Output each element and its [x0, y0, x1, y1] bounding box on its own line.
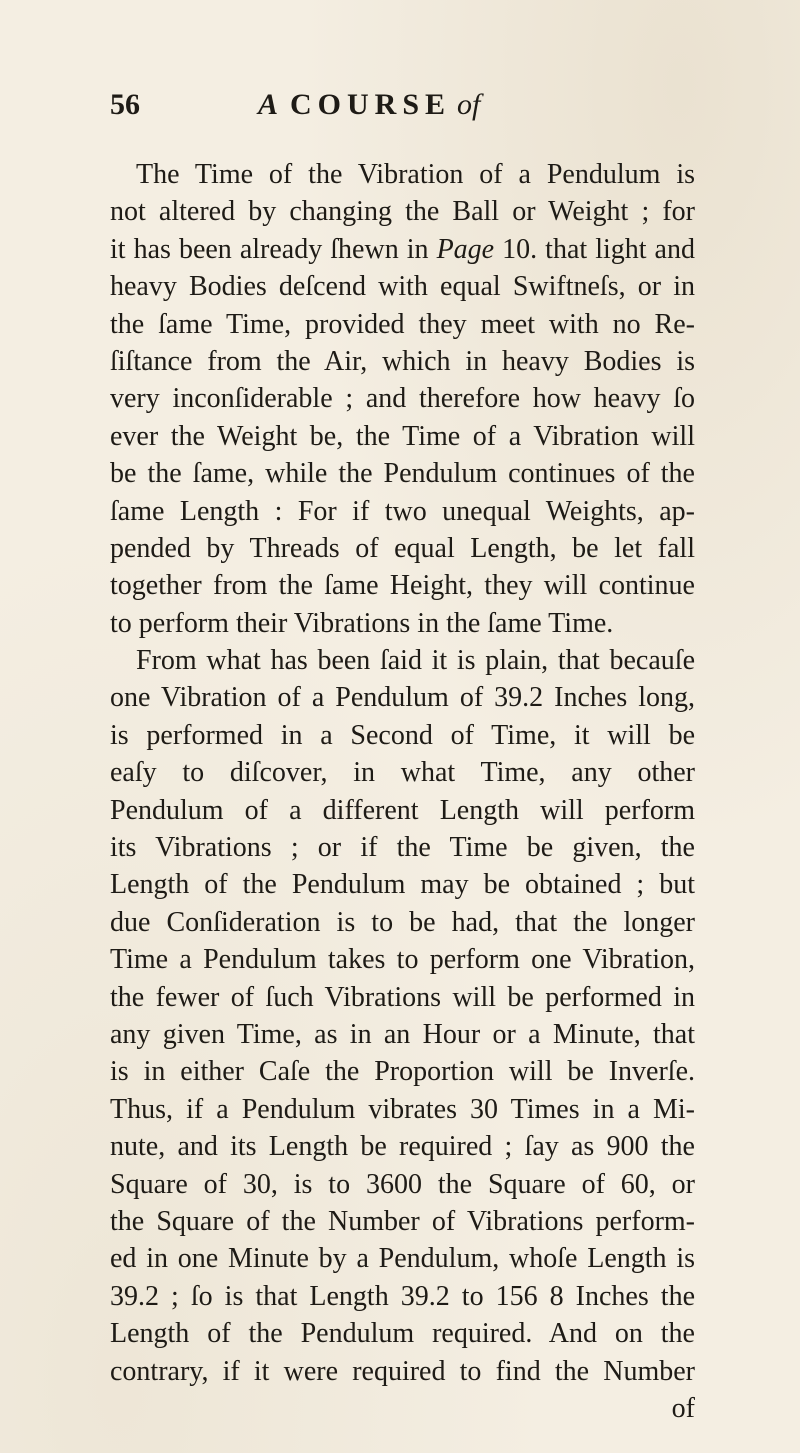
text-line: the fewer of ſuch Vibrations will be performed in: [110, 981, 695, 1013]
text-line: very inconſiderable ; and therefore how heavy ſo: [110, 383, 695, 415]
text-line: ever the Weight be, the Time of a Vibration will: [110, 420, 695, 452]
text-line: is in either Caſe the Proportion will be Inverſe.: [110, 1056, 695, 1088]
text-line: the ſame Time, provided they meet with no Re-: [110, 308, 695, 340]
text-line: any given Time, as in an Hour or a Minute, that: [110, 1018, 695, 1050]
text-line: the Square of the Number of Vibrations perform-: [110, 1205, 695, 1237]
text-line: contrary, if it were required to find the Number: [110, 1355, 695, 1387]
body-text: [110, 156, 695, 1427]
text-line: Length of the Pendulum may be obtained ; but: [110, 869, 695, 901]
text-line: The Time of the Vibration of a Pendulum is: [136, 159, 695, 190]
text-line: ed in one Minute by a Pendulum, whoſe Length is: [110, 1243, 695, 1275]
text-line: be the ſame, while the Pendulum continues of the: [110, 458, 695, 490]
text-line: [110, 231, 695, 268]
page-header: [110, 88, 670, 138]
text-line: eaſy to diſcover, in what Time, any other: [110, 757, 695, 789]
text-line: nute, and its Length be required ; ſay as 900 the: [110, 1131, 695, 1163]
running-head: [258, 88, 480, 122]
text-line: Length of the Pendulum required. And on the: [110, 1318, 695, 1350]
text-line-start: it has been already ſhewn in: [110, 233, 437, 265]
text-line: Thus, if a Pendulum vibrates 30 Times in a Mi-: [110, 1093, 695, 1125]
text-line: From what has been ſaid it is plain, that becauſe: [136, 645, 695, 677]
text-line: ſame Length : For if two unequal Weights, ap-: [110, 495, 695, 527]
text-line: together from the ſame Height, they will continue: [110, 570, 695, 602]
running-head-course: COURSE: [290, 88, 452, 121]
text-line: ſiſtance from the Air, which in heavy Bodies is: [110, 345, 695, 377]
running-head-a: A: [258, 88, 279, 121]
running-head-of: of: [457, 88, 481, 121]
text-line-end: 10. that light and: [494, 233, 695, 265]
text-line: pended by Threads of equal Length, be let fall: [110, 532, 695, 564]
catchword: of: [671, 1392, 695, 1424]
page-reference: Page: [436, 233, 495, 265]
text-line: one Vibration of a Pendulum of 39.2 Inches long,: [110, 682, 695, 714]
text-line: to perform their Vibrations in the ſame Time.: [110, 607, 614, 639]
text-line: not altered by changing the Ball or Weight ; for: [110, 196, 695, 228]
text-line: 39.2 ; ſo is that Length 39.2 to 156 8 Inches the: [110, 1280, 695, 1312]
text-line: Square of 30, is to 3600 the Square of 60, or: [110, 1168, 695, 1200]
text-line: Time a Pendulum takes to perform one Vibration,: [110, 944, 695, 976]
text-line: due Conſideration is to be had, that the longer: [110, 906, 695, 938]
text-line: heavy Bodies deſcend with equal Swiftneſs, or in: [110, 271, 695, 303]
text-line: its Vibrations ; or if the Time be given, the: [110, 832, 695, 864]
text-line: Pendulum of a different Length will perform: [110, 794, 695, 826]
page-number: 56: [110, 88, 140, 121]
text-line: is performed in a Second of Time, it will be: [110, 719, 695, 751]
